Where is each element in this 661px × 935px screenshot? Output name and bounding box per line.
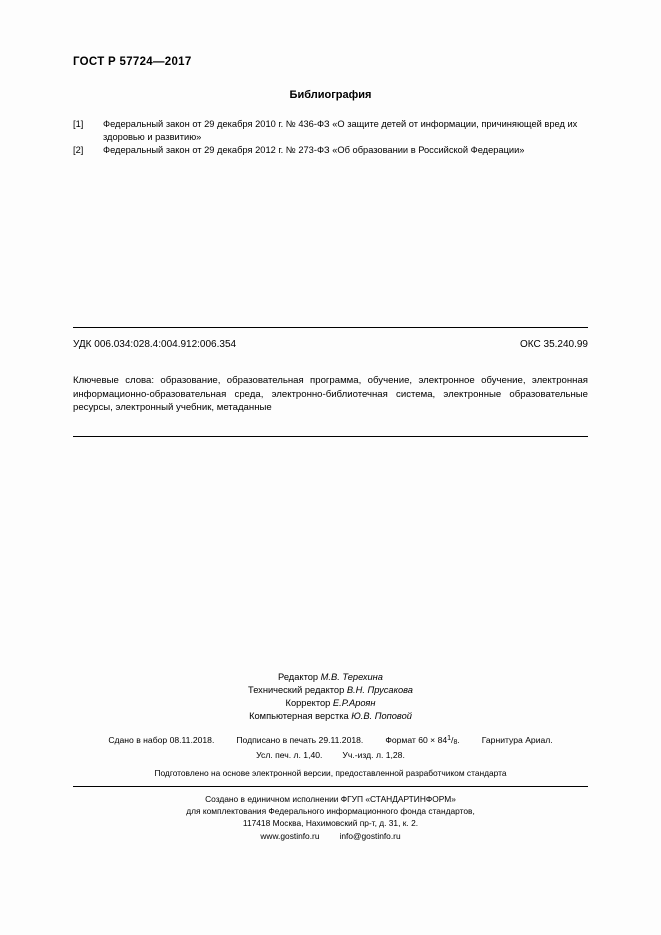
bibliography-heading: Библиография: [289, 89, 372, 101]
print-info-note: Подготовлено на основе электронной версии, предоставленной разработчиком стандарта: [154, 768, 507, 778]
signed-date: Подписано в печать 29.11.2018.: [236, 735, 364, 745]
email-link[interactable]: info@gostinfo.ru: [339, 830, 401, 841]
credit-role: Технический редактор: [248, 685, 345, 695]
keywords-paragraph: Ключевые слова: образование, образовательная программа, обучение, электронное обучение, электронная информационно-образовательная среда, электронно-библиотечная система, электронные образовательные ресурсы, электронный учебник, метаданные: [73, 375, 588, 413]
list-item: [73, 118, 588, 143]
bibliography-item-text: Федеральный закон от 29 декабря 2010 г. № 436-ФЗ «О защите детей от информации, причиняющей вред их здоровью и развитию»: [103, 119, 578, 142]
oks-code: ОКС 35.240.99: [520, 339, 588, 350]
credits-block: [0, 671, 661, 723]
credit-name: Ю.В. Поповой: [351, 711, 412, 721]
format-numerator: 1: [447, 735, 452, 742]
publisher-contacts: [0, 830, 661, 842]
credit-name: М.В. Терехина: [320, 672, 383, 682]
bibliography-item-text: Федеральный закон от 29 декабря 2012 г. № 273-ФЗ «Об образовании в Российской Федерации»: [103, 145, 525, 156]
credit-name: Е.Р.Ароян: [332, 698, 376, 708]
publisher-line-1: Создано в единичном исполнении ФГУП «СТАНДАРТИНФОРМ»: [205, 794, 456, 804]
divider-footer: [73, 786, 588, 787]
publisher-address: 117418 Москва, Нахимовский пр-т, д. 31, к. 2.: [242, 818, 419, 829]
classification-row: [73, 339, 588, 350]
divider-top: [73, 327, 588, 328]
publish-sheets: Уч.-изд. л. 1,28.: [342, 750, 405, 760]
print-info-line-2: [0, 750, 661, 760]
print-info-line-1: [0, 735, 661, 746]
credit-role: Компьютерная верстка: [249, 711, 349, 721]
typeset-date: Сдано в набор 08.11.2018.: [108, 735, 215, 745]
typeface-info: Гарнитура Ариал.: [481, 735, 553, 745]
format-denominator: 8: [453, 739, 458, 746]
udk-code: УДК 006.034:028.4:004.912:006.354: [73, 339, 237, 350]
list-item: [73, 144, 588, 157]
format-label: Формат 60 × 84: [385, 735, 448, 745]
credit-role: Редактор: [278, 672, 319, 682]
credit-row-layout: [0, 710, 661, 723]
divider-bottom: [73, 436, 588, 437]
bibliography-item-number: [1]: [73, 119, 84, 129]
credit-name: В.Н. Прусакова: [346, 685, 413, 695]
credit-role: Корректор: [285, 698, 331, 708]
publisher-line-2: для комплектования Федерального информационного фонда стандартов,: [186, 806, 475, 817]
bibliography-list: [73, 118, 588, 158]
print-sheets: Усл. печ. л. 1,40.: [256, 750, 323, 760]
format-info: Формат $60 \times 84^1/_8$.: [385, 735, 460, 746]
bibliography-item-number: [2]: [73, 145, 84, 156]
credit-row-proofreader: [0, 697, 661, 710]
credit-row-editor: [0, 671, 661, 684]
format-fraction: $^1/_8$: [447, 735, 458, 746]
page-title: ГОСТ Р 57724—2017: [73, 56, 192, 68]
credit-row-technical-editor: [0, 684, 661, 697]
publisher-footer: [0, 793, 661, 842]
website-link[interactable]: www.gostinfo.ru: [260, 830, 320, 841]
